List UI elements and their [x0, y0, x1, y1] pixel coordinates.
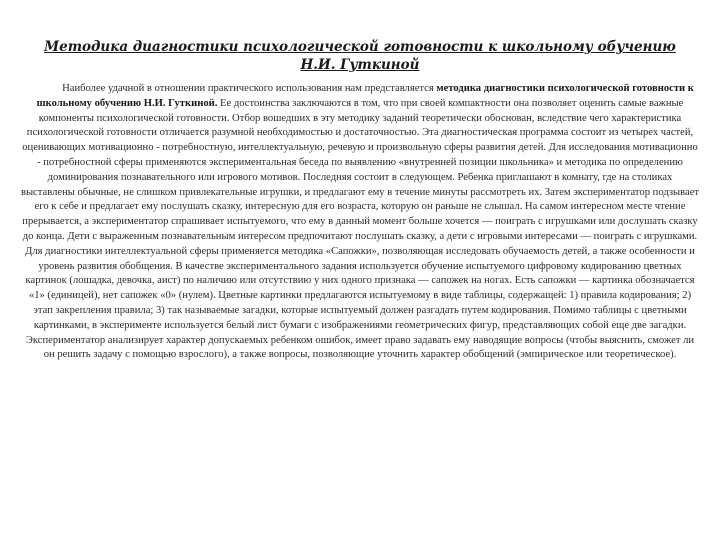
title-line-1: Методика диагностики психологической готовности к школьному обучению	[44, 39, 676, 55]
paragraph-rest: Ее достоинства заключаются в том, что при своей компактности она позволяет оценить самые важные компоненты психологической готовности. Отбор вошедших в эту методику заданий теоретически обоснован, вследствие чего характеристика психологической готовности отличается разумной необходимостью и достаточностью. Эта диагностическая программа состоит из четырех частей, оценивающих мотивационно - потребностную, интеллектуальную, речевую и произвольную сферы развития детей. Для исследования мотивационно - потребностной сферы применяются экспериментальная беседа по выявлению «внутренней позиции школьника» и методика по определению доминирования познавательного или игрового мотивов. Последняя состоит в следующем. Ребенка приглашают в комнату, где на столиках выставлены обычные, не слишком привлекательные игрушки, и предлагают ему в течение минуты рассмотреть их. Затем экспериментатор подзывает его к себе и предлагает ему послушать сказку, интересную для его возраста, которую он раньше не слышал. На самом интересном месте чтение прерывается, а экспериментатор спрашивает испытуемого, что ему в данный момент больше хочется — поиграть с игрушками или дослушать сказку до конца. Дети с выраженным познавательным интересом предпочитают послушать сказку, а дети с игровыми интересами — поиграть с игрушками. Для диагностики интеллектуальной сферы применяется методика «Сапожки», позволяющая исследовать обучаемость детей, а также особенности и уровень развития обобщения. В качестве экспериментального задания используется обучение испытуемого цифровому кодированию цветных картинок (лошадка, девочка, аист) по наличию или отсутствию у них одного признака — сапожек на ногах. Есть сапожки — картинка обозначается «1» (единицей), нет сапожек «0» (нулем). Цветные картинки предлагаются испытуемому в виде таблицы, содержащей: 1) правила кодирования; 2) этап закрепления правила; 3) так называемые загадки, которые испытуемый должен разгадать путем кодирования. Помимо таблицы с цветными картинками, в эксперименте используется белый лист бумаги с изображениями геометрических фигур, представляющих собой еще две загадки. Экспериментатор анализирует характер допускаемых ребенком ошибок, имеет право задавать ему наводящие вопросы (чтобы выяснить, сможет ли он решить задачу с помощью взрослого), а также вопросы, позволяющие уточнить характер обобщений (эмпирическое или теоретическое).	[20, 97, 700, 361]
title-line-2: Н.И. Гуткиной	[300, 57, 420, 73]
document-title	[20, 38, 700, 74]
body-paragraph	[20, 82, 700, 363]
method-name: методика диагностики психологической готовности к школьному обучению Н.И. Гуткиной.	[36, 83, 694, 109]
paragraph-intro: Наиболее удачной в отношении практического использования нам представляется	[62, 83, 434, 94]
